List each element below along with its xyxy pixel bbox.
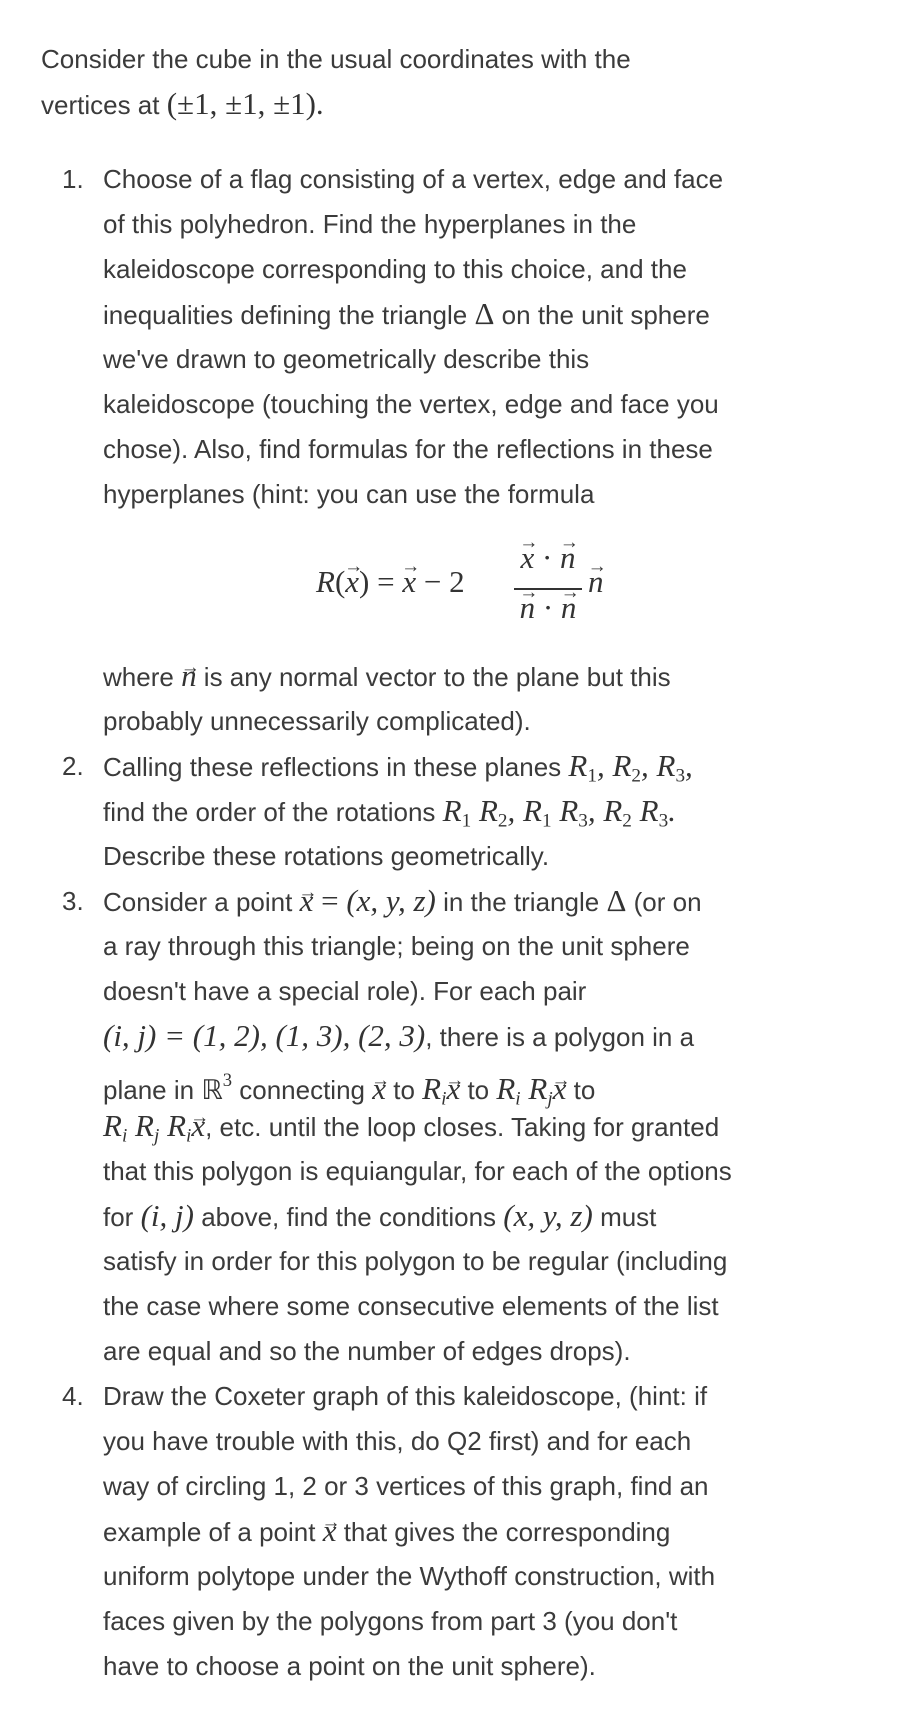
item-1-number: 1.: [62, 164, 84, 194]
item-2-line: Calling these reflections in these planes $R_1$, $R_2$, $R_3$,: [103, 748, 693, 787]
item-3-line: for (i, j) above, find the conditions (x, y, z) must: [103, 1198, 657, 1233]
item-4-line: you have trouble with this, do Q2 first) and for each: [103, 1426, 692, 1456]
item-4-line: way of circling 1, 2 or 3 vertices of this graph, find an: [103, 1471, 709, 1501]
item-1-line: chose). Also, find formulas for the reflections in these: [103, 434, 713, 464]
item-4-number: 4.: [62, 1381, 84, 1411]
item-3-line: plane in ℝ$^3$ connecting x → to $R_ix$ → to $R_i$ $R_jx$ → to: [103, 1059, 595, 1103]
item-4-line: example of a point x → that gives the corresponding: [103, 1509, 670, 1553]
item-4-line: have to choose a point on the unit sphere).: [103, 1651, 596, 1681]
item-3-line: that this polygon is equiangular, for each of the options: [103, 1156, 732, 1186]
item-4-line: Draw the Coxeter graph of this kaleidoscope, (hint: if: [103, 1381, 708, 1411]
item-1-line: where n → is any normal vector to the plane but this: [103, 654, 671, 698]
item-3-line: a ray through this triangle; being on the unit sphere: [103, 931, 690, 961]
rotations-list: $R_1$ $R_2$, $R_1$ $R_3$, $R_2$ $R_3$.: [442, 793, 676, 832]
reflections-list: $R_1$, $R_2$, $R_3$,: [568, 748, 693, 787]
item-3-line: $R_i$ $R_j$ $R_ix$ →, etc. until the loop closes. Taking for granted: [103, 1104, 719, 1148]
index-pairs: (i, j) = (1, 2), (1, 3), (2, 3): [103, 1018, 426, 1053]
item-3-line: are equal and so the number of edges drops).: [103, 1336, 631, 1366]
item-2-line: find the order of the rotations $R_1$ $R_2$, $R_1$ $R_3$, $R_2$ $R_3$.: [103, 793, 676, 832]
item-3-line: the case where some consecutive elements of the list: [103, 1291, 719, 1321]
item-1-line: kaleidoscope (touching the vertex, edge and face you: [103, 389, 719, 419]
item-3-number: 3.: [62, 886, 84, 916]
item-1-line: probably unnecessarily complicated).: [103, 706, 531, 736]
item-2-line: Describe these rotations geometrically.: [103, 841, 550, 871]
item-4-line: uniform polytope under the Wythoff construction, with: [103, 1561, 716, 1591]
item-1-line: we've drawn to geometrically describe this: [103, 344, 590, 374]
item-1-line: kaleidoscope corresponding to this choice, and the: [103, 254, 687, 284]
item-3-line: (i, j) = (1, 2), (1, 3), (2, 3), there is a polygon in a: [103, 1018, 695, 1053]
item-1-line: inequalities defining the triangle Δ on the unit sphere: [103, 296, 710, 331]
triangle-symbol: Δ: [474, 296, 495, 331]
item-3-line: doesn't have a special role). For each pair: [103, 976, 587, 1006]
item-3-line: satisfy in order for this polygon to be regular (including: [103, 1246, 728, 1276]
item-4-line: faces given by the polygons from part 3 (you don't: [103, 1606, 678, 1636]
vertex-coordinates: (±1, ±1, ±1): [166, 86, 316, 121]
problem-document: Consider the cube in the usual coordinates with the vertices at (±1, ±1, ±1). 1. Choose of a flag consisting of a vertex, edge and face of this polyhedron. Find the hyperplanes in the kaleidoscope corresponding to this choice, and the inequalities defining the triangle Δ on the unit sphere we've drawn to geometrically describe this kaleidoscope (touching the vertex, edge and face you chose). Also, find formulas for the reflections in these hyperplanes (hint: you can use the formula R(x →) = x → − 2 x → · n → n → · n → n → where n → is any normal vector to the plane but this probably unnecessarily complicated). 2. Calling these reflections in these planes $R_1$, $R_2$, $R_3$, find the order of the rotations $R_1$ $R_2$, $R_1$ $R_3$, $R_2$ $R_3$. Describe these rotations geometrically. 3. Consider a point x → = (x, y, z) in the triangle Δ (or on a ray through this triangle; being on the unit sphere doesn't have a special role). For each pair (i, j) = (1, 2), (1, 3), (2, 3), there is a polygon in a plane in ℝ$^3$ connecting x → to $R_ix$ → to $R_i$ $R_jx$ → to $R_i$ $R_j$ $R_ix$ →, etc. until the loop closes. Taking for granted that this polygon is equiangular, for each of the options for (i, j) above, find the conditions (x, y, z) must satisfy in order for this polygon to be regular (including the case where some consecutive elements of the list are equal and so the number of edges drops). 4. Draw the Coxeter graph of this kaleidoscope, (hint: if you have trouble with this, do Q2 first) and for each way of circling 1, 2 or 3 vertices of this graph, find an example of a point x → that gives the corresponding uniform polytope under the Wythoff construction, with faces given by the polygons from part 3 (you don't have to choose a point on the unit sphere).: [0, 0, 922, 1725]
intro-line-2: vertices at (±1, ±1, ±1).: [41, 86, 324, 121]
item-1-line: Choose of a flag consisting of a vertex, edge and face: [103, 164, 724, 194]
item-2-number: 2.: [62, 751, 84, 781]
item-1-line: hyperplanes (hint: you can use the formula: [103, 479, 595, 509]
intro-line-1: Consider the cube in the usual coordinates with the: [41, 44, 631, 74]
item-3-line: Consider a point x → = (x, y, z) in the triangle Δ (or on: [103, 879, 702, 923]
item-1-line: of this polyhedron. Find the hyperplanes in the: [103, 209, 637, 239]
